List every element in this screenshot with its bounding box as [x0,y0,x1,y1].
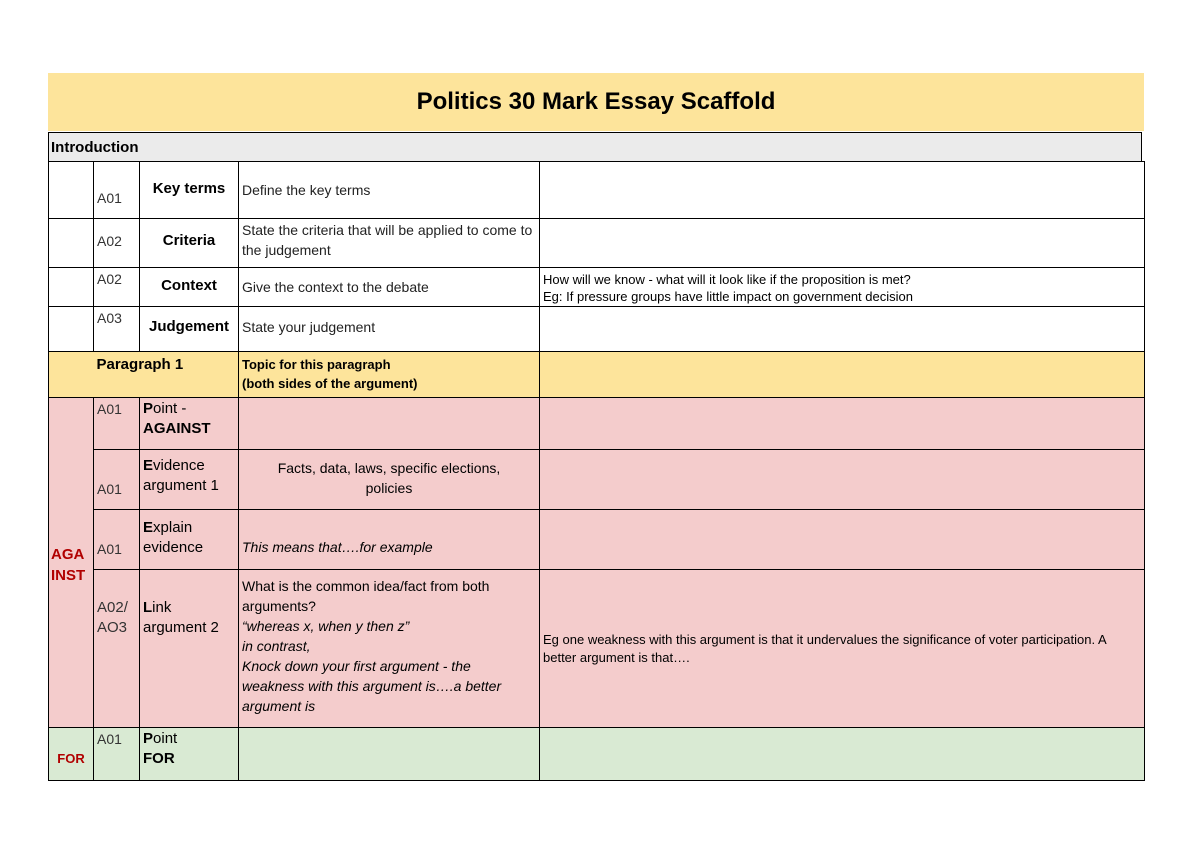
table-row [49,570,1145,728]
row-description: What is the common idea/fact from both arguments? “whereas x, when y then z” in contrast, Knock down your first argument - the weakness with this argument is….a better argument is [239,570,540,728]
note-line: How will we know - what will it look like if the proposition is met? [543,272,911,287]
row-label: Point FOR [140,728,239,781]
table-row [49,268,1145,307]
notes-cell [540,728,1145,781]
table-row [49,219,1145,268]
notes-cell [540,450,1145,510]
notes-cell [540,352,1145,398]
notes-cell [540,510,1145,570]
against-side-label: AGA INST [49,398,94,728]
table-row [49,728,1145,781]
notes-cell: Eg one weakness with this argument is that it undervalues the significance of voter participation. A better argument is that…. [540,570,1145,728]
row-label: Criteria [140,219,239,268]
scaffold-table [48,161,1145,781]
table-row [49,307,1145,352]
note-line: Eg: If pressure groups have little impact on government decision [543,289,913,304]
ao-code: A03 [94,307,140,352]
paragraph-topic [239,352,540,398]
row-description: This means that….for example [239,510,540,570]
for-side-label: FOR [49,728,94,781]
topic-line: (both sides of the argument) [242,376,418,391]
row-label: Judgement [140,307,239,352]
row-label: Evidence argument 1 [140,450,239,510]
row-description: State your judgement [239,307,540,352]
table-row [49,510,1145,570]
row-label: Key terms [140,162,239,219]
table-row [49,450,1145,510]
page-title: Politics 30 Mark Essay Scaffold [48,73,1144,131]
side-cell [49,307,94,352]
ao-code: A01 [94,510,140,570]
notes-cell [540,162,1145,219]
row-description [239,398,540,450]
ao-code: A02/ AO3 [94,570,140,728]
row-description: Facts, data, laws, specific elections, policies [239,450,540,510]
row-label: Context [140,268,239,307]
ao-code: A02 [94,219,140,268]
notes-cell [540,219,1145,268]
notes-cell [540,307,1145,352]
row-label: Explain evidence [140,510,239,570]
topic-line: Topic for this paragraph [242,357,391,372]
ao-code: A01 [94,728,140,781]
side-cell [49,352,94,398]
row-description: Define the key terms [239,162,540,219]
notes-cell [540,268,1145,307]
table-row [49,162,1145,219]
section-heading-introduction: Introduction [48,132,1142,161]
row-label: Link argument 2 [140,570,239,728]
row-description [239,728,540,781]
row-description: Give the context to the debate [239,268,540,307]
paragraph-header-row [49,352,1145,398]
row-label: Point - AGAINST [140,398,239,450]
ao-code: A02 [94,268,140,307]
paragraph-label: Paragraph 1 [94,352,239,398]
table-row [49,398,1145,450]
ao-code: A01 [94,450,140,510]
row-description: State the criteria that will be applied to come to the judgement [239,219,540,268]
side-cell [49,268,94,307]
side-cell [49,219,94,268]
notes-cell [540,398,1145,450]
side-cell [49,162,94,219]
ao-code: A01 [94,398,140,450]
ao-code: A01 [94,162,140,219]
